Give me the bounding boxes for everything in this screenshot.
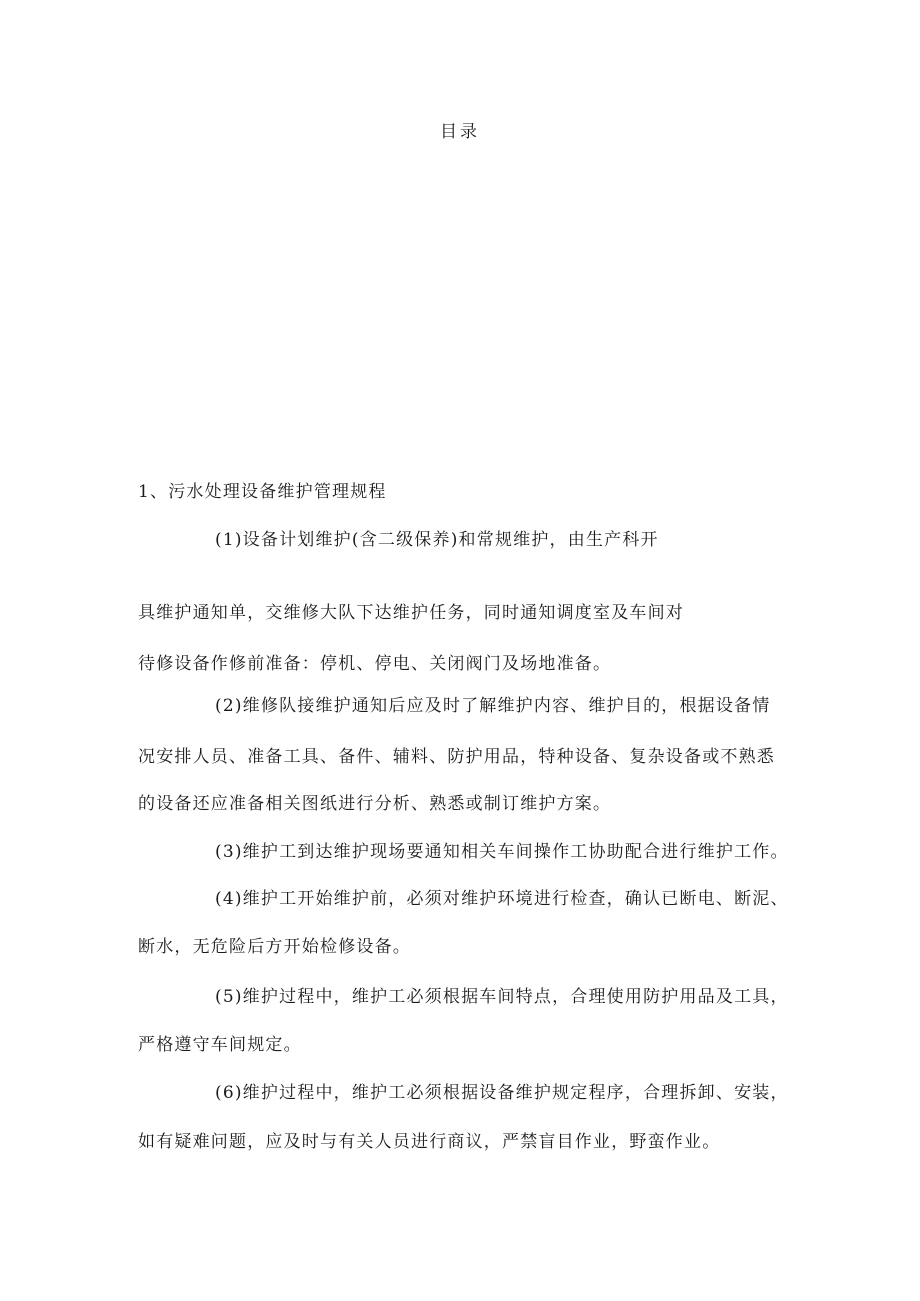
paragraph-line: 具维护通知单，交维修大队下达维护任务，同时通知调度室及车间对 bbox=[138, 603, 684, 623]
paragraph-line: 况安排人员、准备工具、备件、辅料、防护用品，特种设备、复杂设备或不熟悉 bbox=[138, 747, 775, 767]
paragraph-line: 如有疑难问题，应及时与有关人员进行商议，严禁盲目作业，野蛮作业。 bbox=[138, 1132, 721, 1152]
paragraph-line: (2)维修队接维护通知后应及时了解维护内容、维护目的，根据设备情 bbox=[215, 696, 771, 716]
paragraph-line: 严格遵守车间规定。 bbox=[138, 1035, 302, 1055]
paragraph-line: (5)维护过程中，维护工必须根据车间特点，合理使用防护用品及工具， bbox=[215, 987, 789, 1007]
paragraph-line: (1)设备计划维护(含二级保养)和常规维护，由生产科开 bbox=[215, 530, 659, 550]
paragraph-line: 断水，无危险后方开始检修设备。 bbox=[138, 937, 411, 957]
toc-title: 目录 bbox=[440, 122, 480, 142]
section-heading: 1、污水处理设备维护管理规程 bbox=[138, 482, 387, 502]
paragraph-line: (4)维护工开始维护前，必须对维护环境进行检查，确认已断电、断泥、 bbox=[215, 889, 789, 909]
paragraph-line: 待修设备作修前准备：停机、停电、关闭阀门及场地准备。 bbox=[138, 654, 612, 674]
paragraph-line: (3)维护工到达维护现场要通知相关车间操作工协助配合进行维护工作。 bbox=[215, 842, 789, 862]
paragraph-line: 的设备还应准备相关图纸进行分析、熟悉或制订维护方案。 bbox=[138, 794, 612, 814]
paragraph-line: (6)维护过程中，维护工必须根据设备维护规定程序，合理拆卸、安装， bbox=[215, 1083, 789, 1103]
